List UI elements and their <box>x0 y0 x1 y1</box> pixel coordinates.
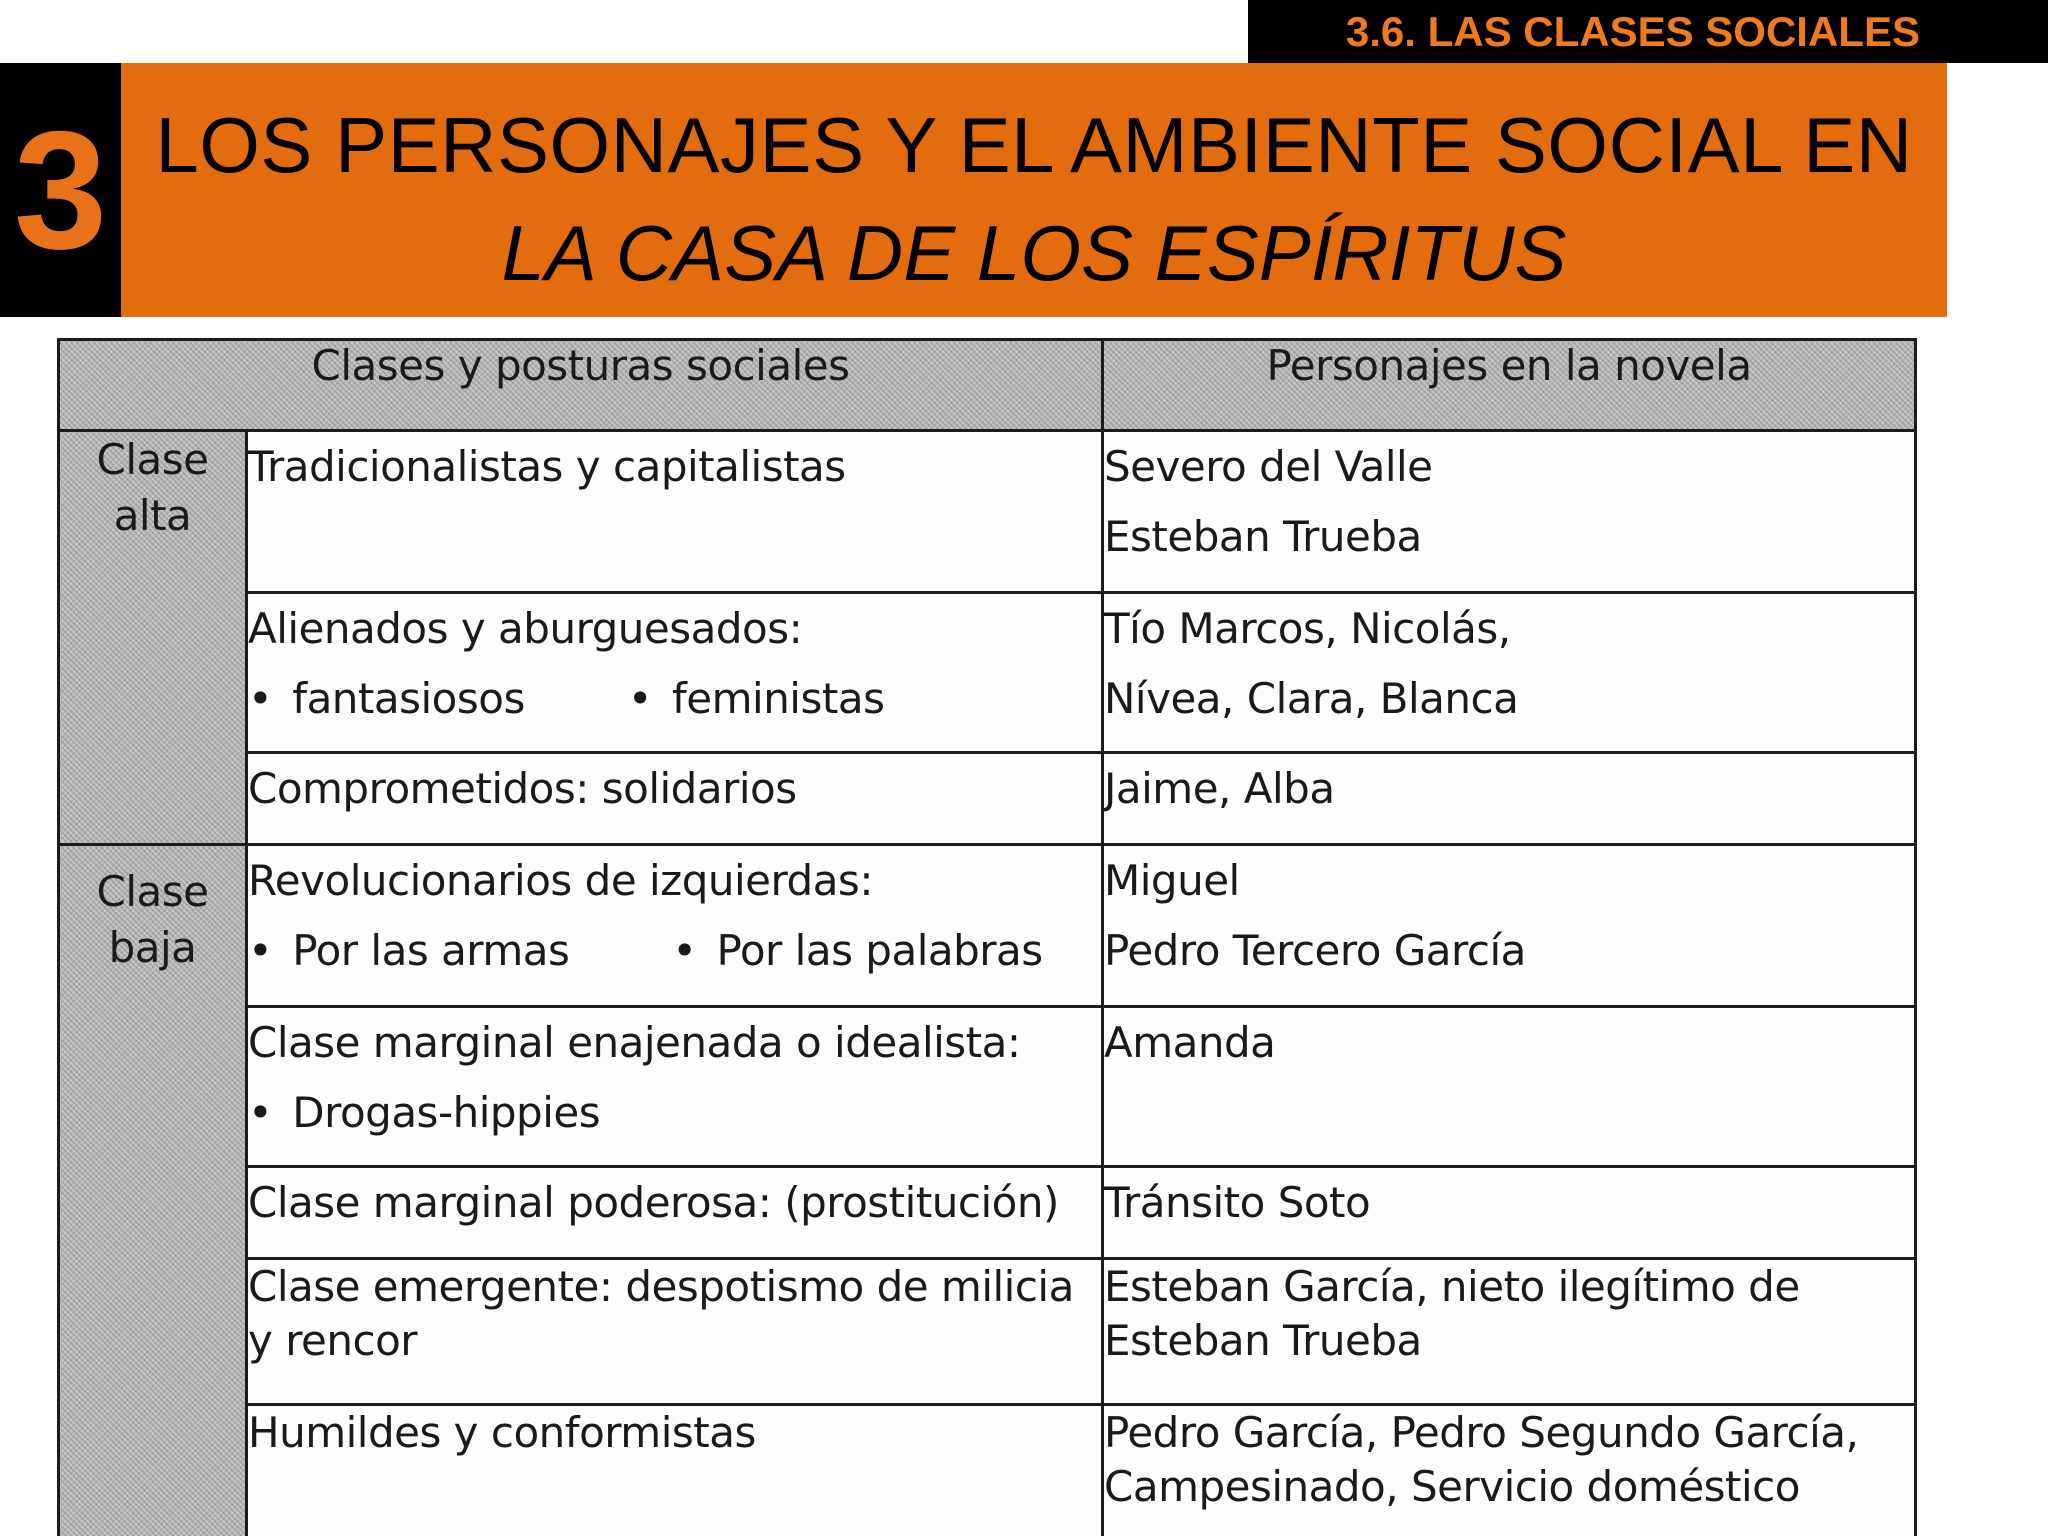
desc-text: Revolucionarios de izquierdas: <box>248 856 873 905</box>
character-line: Pedro Tercero García <box>1104 926 1526 975</box>
bullet-list <box>248 1078 1101 1148</box>
title-line-1: LOS PERSONAJES Y EL AMBIENTE SOCIAL EN <box>155 101 1913 189</box>
row-characters <box>1103 431 1916 593</box>
bullet-item: • Drogas-hippies <box>248 1078 600 1148</box>
header-classes: Clases y posturas sociales <box>59 340 1103 431</box>
row-desc <box>247 1007 1103 1167</box>
character-line: Nívea, Clara, Blanca <box>1104 674 1519 723</box>
bullet-icon: • <box>672 926 697 975</box>
bullet-icon: • <box>248 1088 273 1137</box>
bullet-icon: • <box>627 674 652 723</box>
row-desc <box>247 1167 1103 1259</box>
row-desc <box>247 431 1103 593</box>
row-characters <box>1103 845 1916 1007</box>
bullet-item: • Por las armas <box>248 916 569 986</box>
row-characters <box>1103 753 1916 845</box>
bullet-icon: • <box>248 926 273 975</box>
group-clase-alta <box>59 431 247 845</box>
group-label: Clase alta <box>96 435 209 540</box>
character-line: Campesinado, Servicio doméstico <box>1104 1462 1800 1511</box>
row-desc <box>247 593 1103 753</box>
desc-text: y rencor <box>248 1316 418 1365</box>
table-grid <box>57 338 1917 1536</box>
social-classes-table <box>57 338 1914 1536</box>
section-tag: 3.6. LAS CLASES SOCIALES <box>1248 0 2048 63</box>
character-line: Tío Marcos, Nicolás, <box>1104 604 1511 653</box>
row-desc <box>247 1259 1103 1405</box>
row-characters <box>1103 1167 1916 1259</box>
row-desc <box>247 1405 1103 1536</box>
character-line: Jaime, Alba <box>1104 764 1335 813</box>
header-characters: Personajes en la novela <box>1103 340 1916 431</box>
row-characters <box>1103 1259 1916 1405</box>
bullet-list <box>248 916 1101 986</box>
group-clase-baja <box>59 845 247 1536</box>
character-line: Severo del Valle <box>1104 442 1433 491</box>
row-desc <box>247 845 1103 1007</box>
bullet-item: • fantasiosos <box>248 664 525 734</box>
character-line: Miguel <box>1104 856 1240 905</box>
character-line: Tránsito Soto <box>1104 1178 1371 1227</box>
desc-text: Alienados y aburguesados: <box>248 604 803 653</box>
bullet-item: • feministas <box>628 664 885 734</box>
desc-text: Clase emergente: despotismo de milicia <box>248 1262 1074 1311</box>
character-line: Esteban García, nieto ilegítimo de <box>1104 1262 1800 1311</box>
bullet-item: • Por las palabras <box>672 916 1042 986</box>
character-line: Amanda <box>1104 1018 1276 1067</box>
row-characters <box>1103 1007 1916 1167</box>
row-characters <box>1103 1405 1916 1536</box>
row-characters <box>1103 593 1916 753</box>
bullet-list <box>248 664 1101 734</box>
bullet-icon: • <box>248 674 273 723</box>
character-line: Esteban Trueba <box>1104 512 1422 561</box>
chapter-number: 3 <box>0 63 121 317</box>
character-line: Pedro García, Pedro Segundo García, <box>1104 1408 1859 1457</box>
desc-text: Comprometidos: solidarios <box>248 764 797 813</box>
desc-text: Clase marginal poderosa: (prostitución) <box>248 1178 1059 1227</box>
title-line-2: LA CASA DE LOS ESPÍRITUS <box>501 209 1567 297</box>
character-line: Esteban Trueba <box>1104 1316 1422 1365</box>
title-banner <box>121 63 1947 317</box>
desc-text: Humildes y conformistas <box>248 1408 756 1457</box>
group-label: Clase baja <box>96 867 209 972</box>
row-desc <box>247 753 1103 845</box>
desc-text: Tradicionalistas y capitalistas <box>248 442 846 491</box>
desc-text: Clase marginal enajenada o idealista: <box>248 1018 1021 1067</box>
